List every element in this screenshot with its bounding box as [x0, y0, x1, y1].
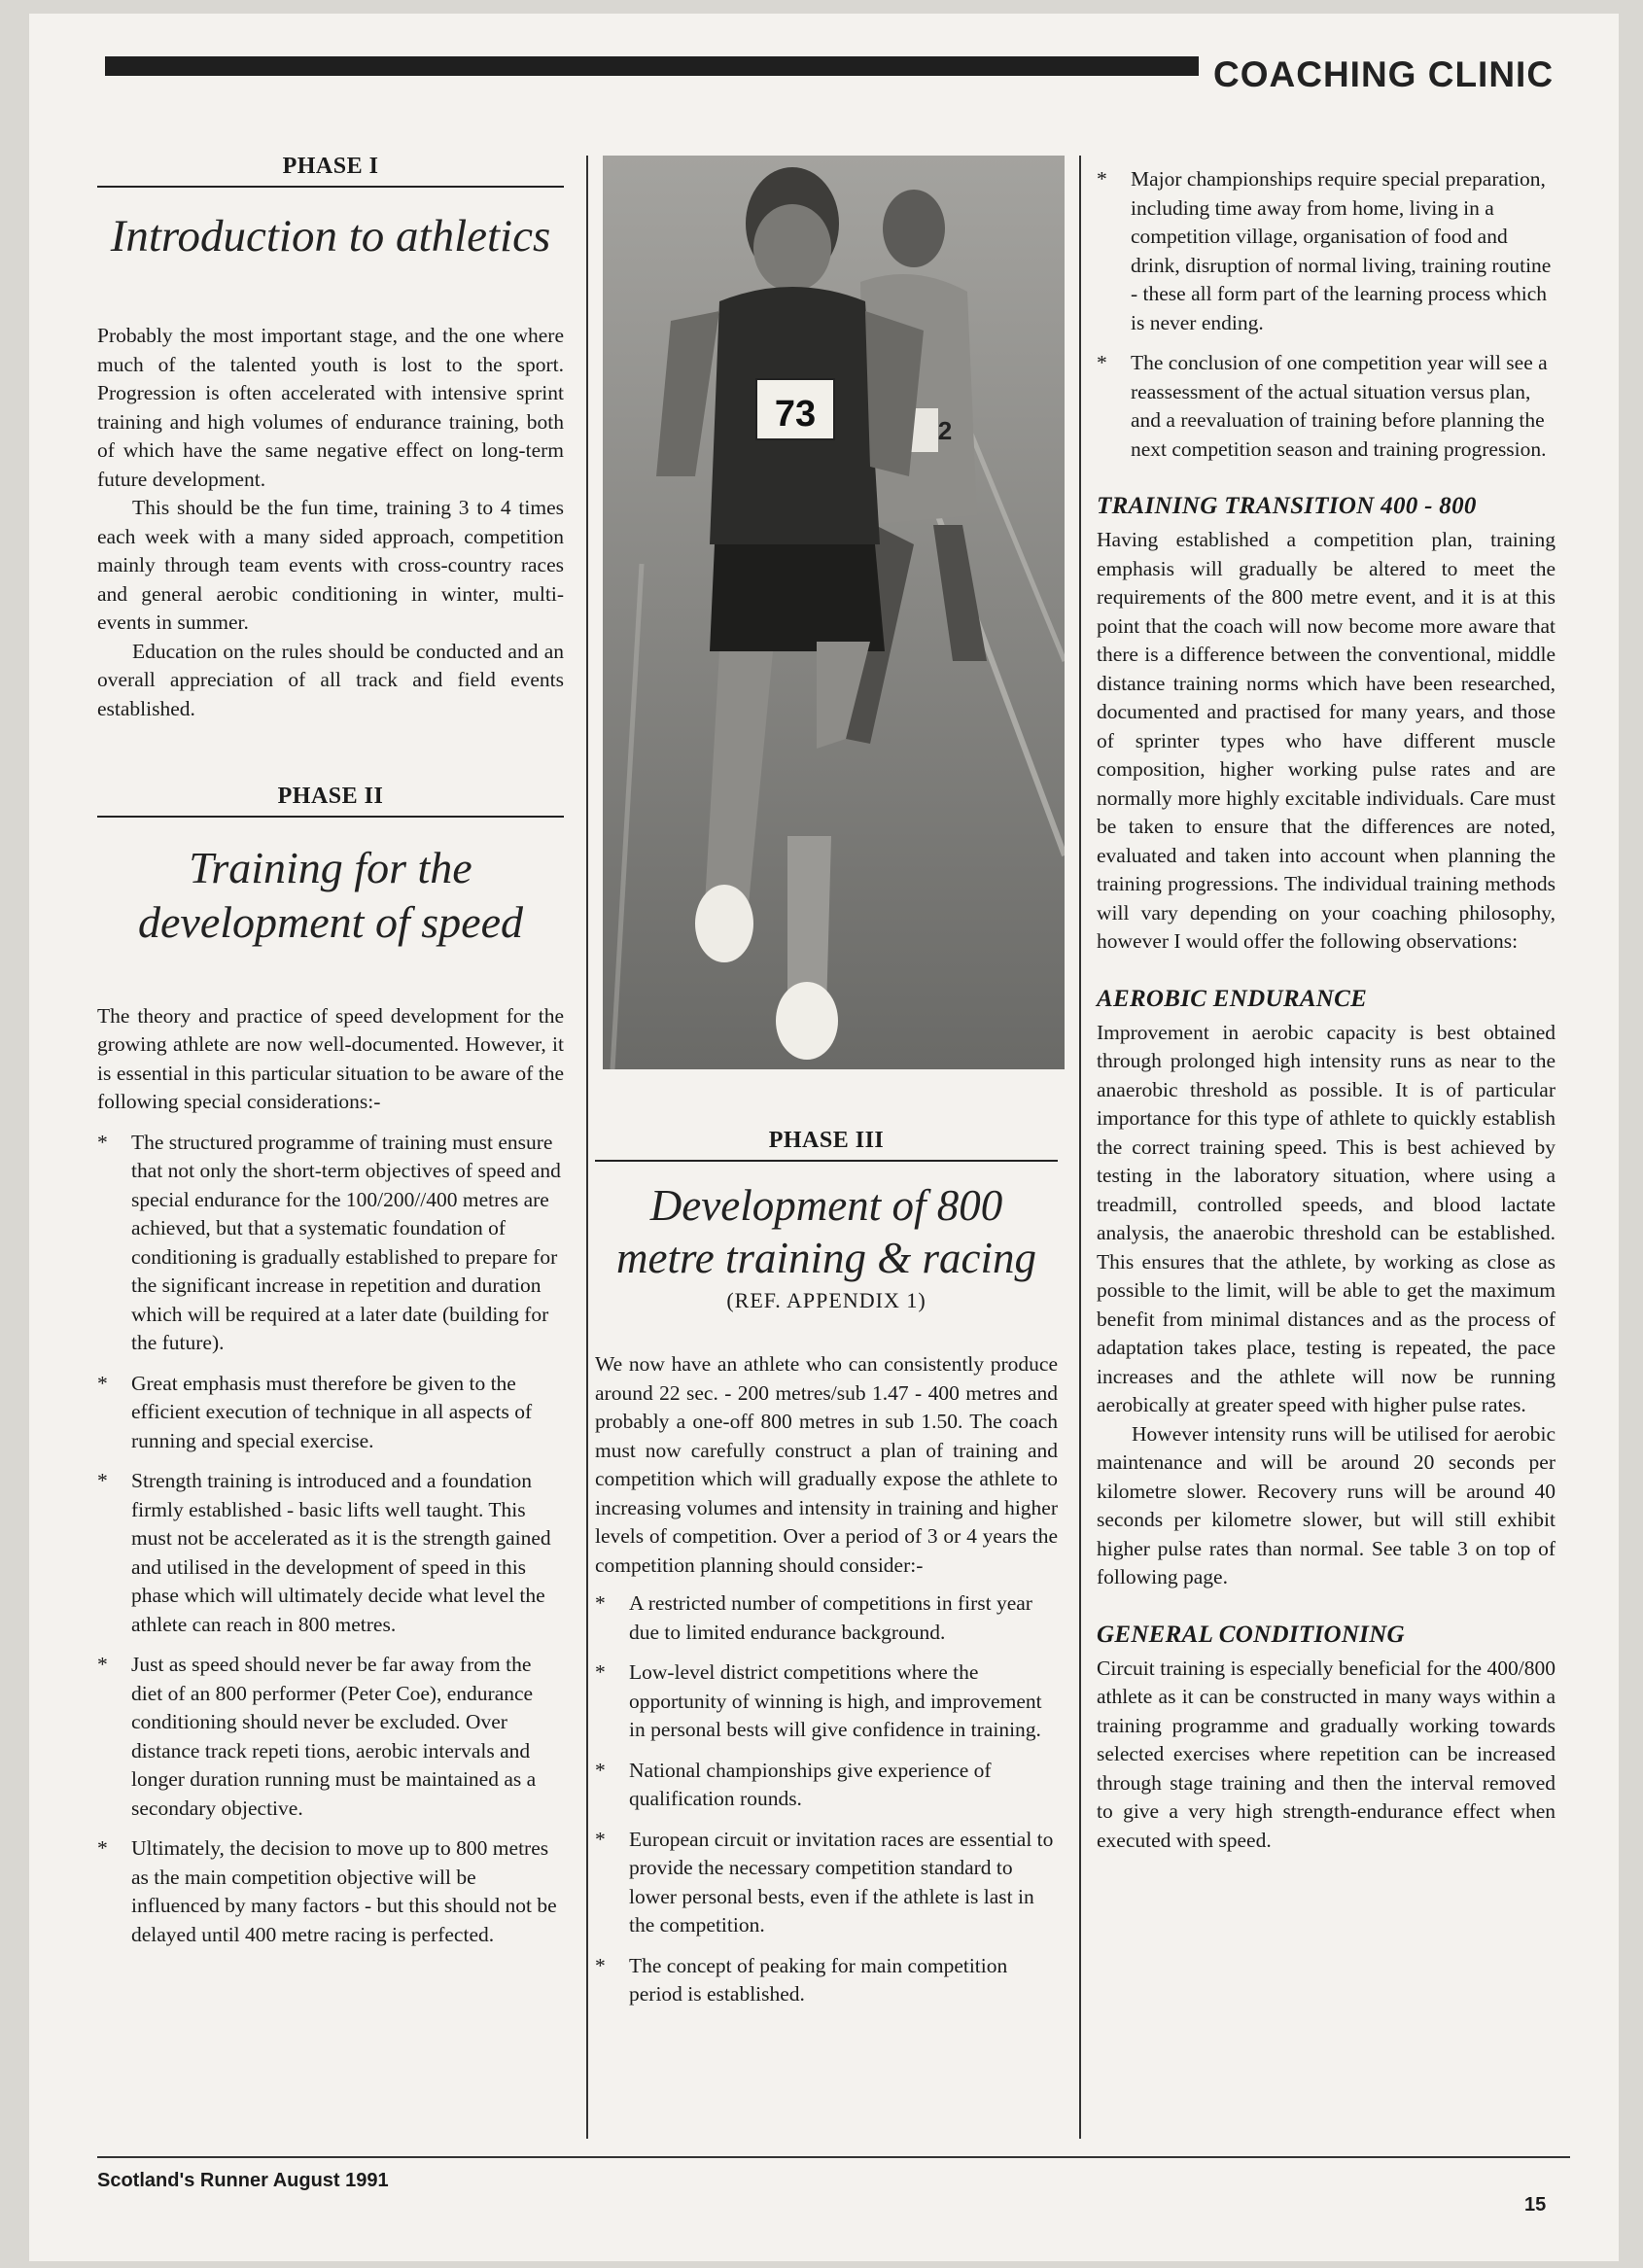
- phase2-title-line2: development of speed: [138, 896, 523, 947]
- aerobic-endurance-text: Improvement in aerobic capacity is best obtained through prolonged high intensity runs as near to the anaerobic threshold as possible. It is of particular importance for this type of athlete to quickly establish the correct training speed. This is best achieved by testing in the laboratory situation, where using a treadmill, controlled speeds, and blood lactate analysis, the anaerobic threshold can be established. This ensures that the athlete, by working as close as possible to the limit, will be able to get the maximum benefit from minimal distances and as the process of adaptation takes place, testing is repeated, the pace increases and the athlete will now be running aerobically at greater speed with higher pulse rates.: [1097, 1020, 1556, 1416]
- bullet-star: *: [97, 1130, 108, 1154]
- bullet-star: *: [595, 1591, 606, 1615]
- bullet-star: *: [595, 1758, 606, 1782]
- bullet-star: *: [595, 1827, 606, 1851]
- list-item: * Ultimately, the decision to move up to 800 metres as the main competition objective will be influenced by many factors - but this should not be delayed until 400 metre racing is perfected.: [97, 1836, 557, 1946]
- runner-photo: [603, 156, 1065, 1069]
- col3-bullets: [1097, 165, 1556, 464]
- phase2-title-line1: Training for the: [189, 843, 472, 893]
- phase2-bullets: [97, 1129, 564, 1950]
- bullet-star: *: [97, 1836, 108, 1861]
- phase2-label: PHASE II: [97, 784, 564, 818]
- aerobic-endurance-text-2: However intensity runs will be utilised for aerobic maintenance and will be around 20 seconds per kilometre slower. Recovery runs will be around 40 seconds per kilometre slower, but will still exhibit higher pulse rates than normal. See table 3 on top of following page.: [1097, 1421, 1556, 1588]
- header-bar: [105, 56, 1199, 76]
- phase2-intro: The theory and practice of speed development for the growing athlete are now well-documented. However, it is essential in this particular situation to be aware of the following special considerations:-: [97, 1003, 564, 1114]
- phase3-title-line2: metre training & racing: [615, 1234, 1037, 1282]
- footer-rule: [97, 2156, 1570, 2158]
- training-transition-text: Having established a competition plan, training emphasis will gradually be altered to meet the requirements of the 800 metre event, and it is at this point that the coach will now become more aware that there is a difference between the conventional, middle distance training norms which have been researched, documented and practised for many years, and those of sprinter types who have different muscle composition, higher working pulse rates and are normally more highly excitable individuals. Care must be taken to ensure that the differences are noted, evaluated and taken into account when planning the training progressions. The individual training methods will vary depending on your coaching philosophy, however I would offer the following observations:: [1097, 528, 1556, 953]
- list-item: * Just as speed should never be far away from the diet of an 800 performer (Peter Coe), endurance conditioning should never be excluded. Over distance track repeti tions, aerobic intervals and longer duration running must be maintained as a secondary objective.: [97, 1653, 537, 1820]
- list-item: * Strength training is introduced and a foundation firmly established - basic lifts well taught. This must not be accelerated as it is the strength gained and utilised in the development of speed in this phase which will ultimately decide what level the athlete can reach in 800 metres.: [97, 1469, 551, 1636]
- phase3-title: [595, 1179, 1058, 1284]
- phase3-intro: We now have an athlete who can consistently produce around 22 sec. - 200 metres/sub 1.47 - 400 metres and probably a one-off 800 metres in sub 1.50. The coach must now carefully construct a plan of training and competition which will gradually expose the athlete to increasing volumes and intensity in training and higher levels of competition. Over a period of 3 or 4 years the competition planning should consider:-: [595, 1352, 1058, 1577]
- bullet-star: *: [1097, 351, 1107, 374]
- phase3-title-line1: Development of 800: [649, 1181, 1003, 1230]
- list-item: * Low-level district competitions where the opportunity of winning is high, and improvement in personal bests will give confidence in training.: [595, 1660, 1042, 1741]
- bullet-star: *: [97, 1653, 108, 1677]
- section-title: COACHING CLINIC: [1213, 54, 1555, 94]
- column-1: [97, 154, 564, 1961]
- column-3: [1097, 165, 1556, 1855]
- bib-number: 73: [774, 394, 817, 435]
- phase1-label: PHASE I: [97, 154, 564, 188]
- list-item: * European circuit or invitation races are essential to provide the necessary competition standard to lower personal bests, even if the athlete is last in the competition.: [595, 1827, 1054, 1937]
- phase2-title: [97, 841, 564, 948]
- phase1-title: Introduction to athletics: [110, 211, 551, 262]
- training-transition-heading: TRAINING TRANSITION 400 - 800: [1097, 493, 1477, 519]
- list-item: * The structured programme of training must ensure that not only the short-term objectives of speed and special endurance for the 100/200//400 metres are achieved, but that a systematic foundation of conditioning is gradually established to prepare for the significant increase in repetition and duration which will be required at a later date (building for the future).: [97, 1130, 561, 1355]
- list-item: * National championships give experience of qualification rounds.: [595, 1758, 992, 1810]
- aerobic-endurance-heading: AEROBIC ENDURANCE: [1097, 985, 1368, 1012]
- phase3-bullets: [595, 1589, 1058, 2009]
- general-conditioning-heading: GENERAL CONDITIONING: [1097, 1621, 1405, 1648]
- publication-credit: Scotland's Runner August 1991: [97, 2170, 389, 2191]
- list-item: * Great emphasis must therefore be given to the efficient execution of technique in all aspects of running and special exercise.: [97, 1371, 533, 1452]
- bullet-star: *: [97, 1469, 108, 1493]
- list-item: * Major championships require special preparation, including time away from home, living in a competition village, organisation of food and drink, disruption of normal living, training routine - these all form part of the learning process which is never ending.: [1097, 167, 1552, 334]
- column-rule-left: [586, 156, 588, 2139]
- bullet-star: *: [595, 1953, 606, 1977]
- phase3-label: PHASE III: [595, 1128, 1058, 1162]
- bib-number-2: 2: [937, 416, 953, 445]
- general-conditioning-text: Circuit training is especially beneficial for the 400/800 athlete as it can be constructed in many ways within a training programme and gradually working towards selected exercises where repetition can be increased through stage training and then the interval removed to give a very high strength-endurance effect when executed with speed.: [1097, 1656, 1556, 1852]
- page-number: 15: [1524, 2194, 1547, 2216]
- list-item: * The concept of peaking for main competition period is established.: [595, 1953, 1008, 2006]
- list-item: * A restricted number of competitions in first year due to limited endurance background.: [595, 1591, 1032, 1644]
- phase1-paragraph: Probably the most important stage, and the one where much of the talented youth is lost to the sport. Progression is often accelerated with intensive sprint training and high volumes of endurance training, both of which have the same negative effect on long-term future development.: [97, 324, 564, 491]
- bullet-star: *: [595, 1660, 606, 1684]
- bullet-star: *: [97, 1371, 108, 1395]
- column-rule-right: [1079, 156, 1081, 2139]
- phase1-paragraph: This should be the fun time, training 3 to 4 times each week with a many sided approach, competition mainly through team events with cross-country races and general aerobic conditioning in winter, multi-events in summer.: [97, 496, 564, 635]
- runner-illustration: [603, 156, 1065, 1069]
- phase3-ref: (REF. APPENDIX 1): [726, 1288, 926, 1312]
- phase1-paragraph: Education on the rules should be conducted and an overall appreciation of all track and field events established.: [97, 639, 564, 720]
- column-2: [595, 1128, 1058, 2021]
- bullet-star: *: [1097, 167, 1107, 191]
- list-item: * The conclusion of one competition year will see a reassessment of the actual situation versus plan, and a reevaluation of training before planning the next competition season and training progression.: [1097, 351, 1548, 461]
